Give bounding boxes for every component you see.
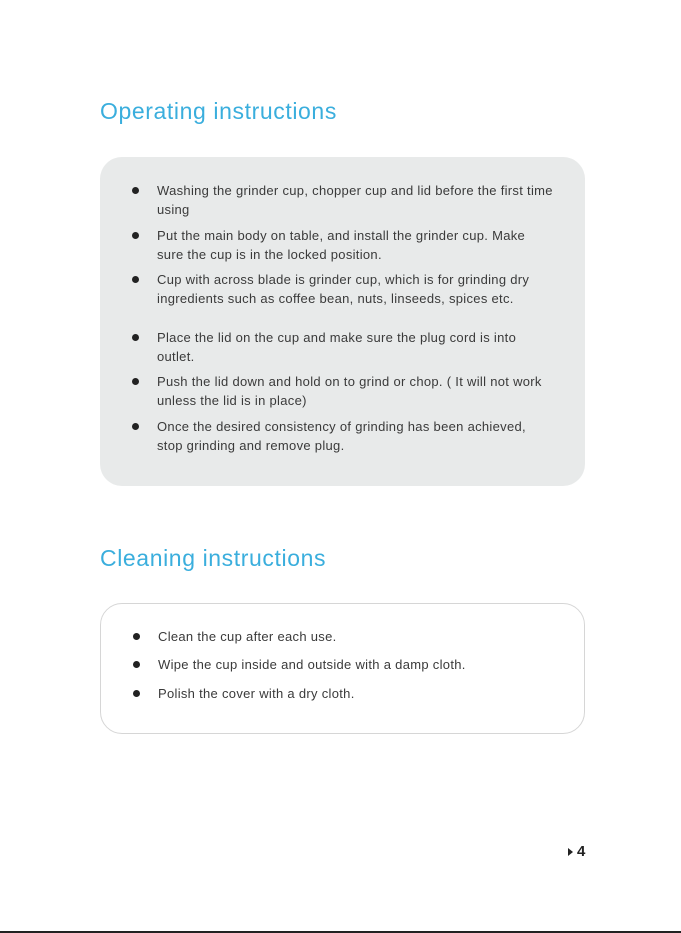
list-item-text: Put the main body on table, and install the grinder cup. Make sure the cup is in the locked position. bbox=[157, 228, 526, 262]
operating-instructions-heading: Operating instructions bbox=[100, 98, 337, 124]
bullet-icon bbox=[133, 633, 140, 640]
list-item bbox=[100, 181, 585, 219]
list-item bbox=[101, 655, 586, 674]
cleaning-instructions-panel bbox=[100, 603, 585, 734]
list-item-text: Once the desired consistency of grinding has been achieved, stop grinding and remove plug. bbox=[157, 419, 526, 453]
list-item-text: Washing the grinder cup, chopper cup and lid before the first time using bbox=[157, 183, 553, 217]
bullet-icon bbox=[132, 232, 139, 239]
list-item bbox=[100, 226, 585, 264]
bullet-icon bbox=[132, 276, 139, 283]
cleaning-instructions-heading: Cleaning instructions bbox=[100, 545, 327, 571]
list-item-text: Cup with across blade is grinder cup, which is for grinding dry ingredients such as coffee bean, nuts, linseeds, spices etc. bbox=[157, 272, 530, 306]
list-item-text: Polish the cover with a dry cloth. bbox=[158, 686, 355, 701]
list-item bbox=[100, 328, 585, 366]
list-item bbox=[100, 270, 585, 308]
page-number bbox=[568, 843, 585, 860]
list-item-text: Push the lid down and hold on to grind or chop. ( It will not work unless the lid is in place) bbox=[157, 374, 542, 408]
list-item bbox=[100, 372, 585, 410]
bullet-icon bbox=[132, 187, 139, 194]
bullet-icon bbox=[133, 690, 140, 697]
page-number-text: 4 bbox=[577, 843, 586, 860]
operating-instructions-panel bbox=[100, 157, 585, 486]
bullet-icon bbox=[132, 334, 139, 341]
list-item bbox=[101, 684, 586, 703]
list-item-text: Place the lid on the cup and make sure the plug cord is into outlet. bbox=[157, 330, 517, 364]
list-item bbox=[101, 627, 586, 646]
bullet-icon bbox=[132, 378, 139, 385]
triangle-right-icon bbox=[568, 848, 573, 856]
bullet-icon bbox=[133, 661, 140, 668]
list-item bbox=[100, 417, 585, 455]
bullet-icon bbox=[132, 423, 139, 430]
list-item-text: Clean the cup after each use. bbox=[158, 629, 337, 644]
list-item-text: Wipe the cup inside and outside with a damp cloth. bbox=[158, 657, 466, 672]
